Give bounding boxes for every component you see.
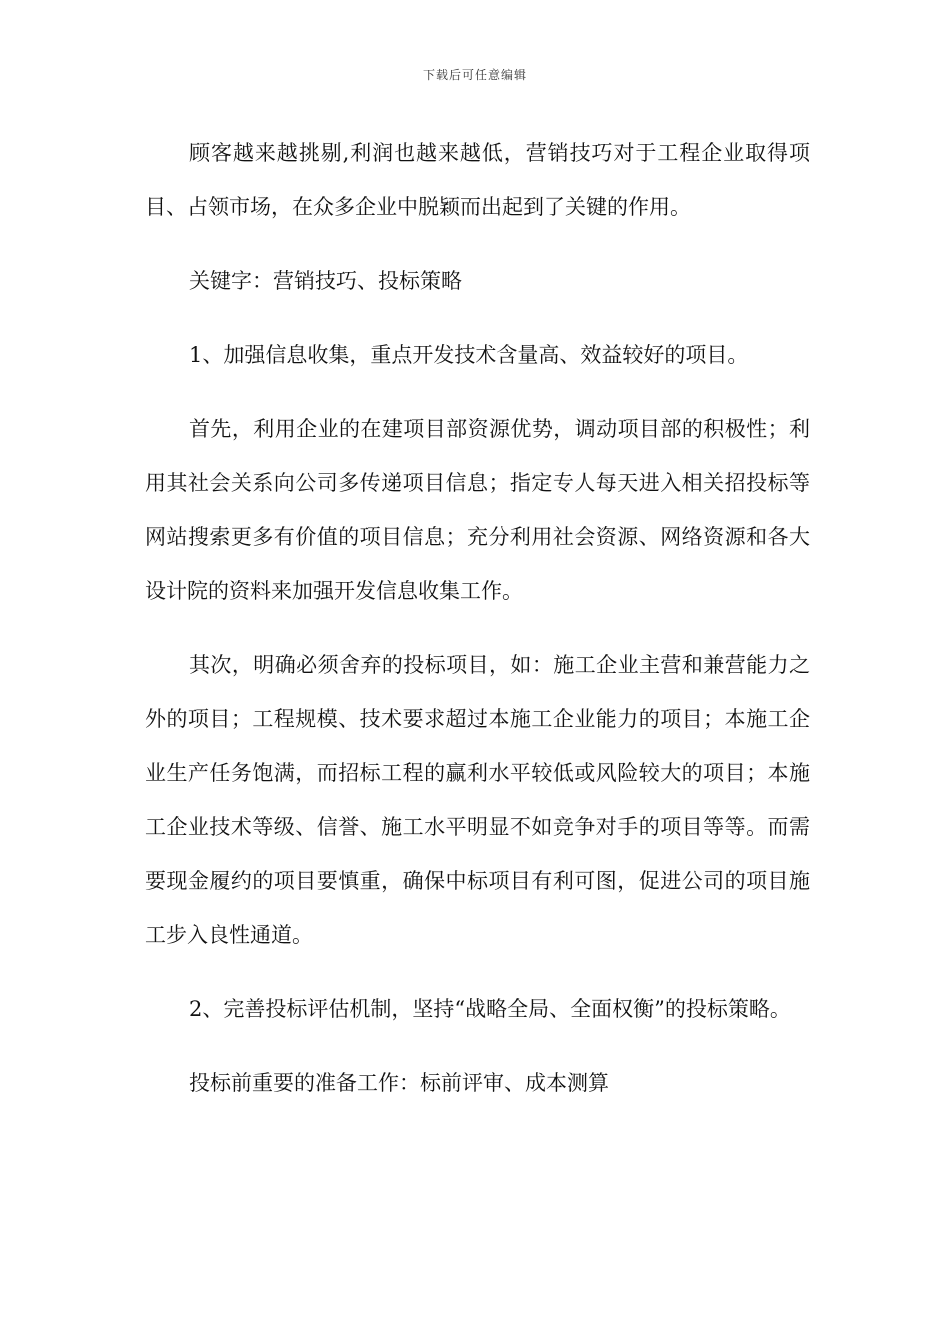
document-body [145, 126, 810, 1130]
heading-section-1: 1、加强信息收集，重点开发技术含量高、效益较好的项目。 [189, 343, 749, 367]
paragraph-intro: 顾客越来越挑剔,利润也越来越低，营销技巧对于工程企业取得项目、占领市场，在众多企业中脱颖而出起到了关键的作用。 [145, 141, 810, 219]
paragraph-preparation: 投标前重要的准备工作：标前评审、成本测算 [189, 1071, 609, 1095]
paragraph-first: 首先，利用企业的在建项目部资源优势，调动项目部的积极性；利用其社会关系向公司多传递项目信息；指定专人每天进入相关招投标等网站搜索更多有价值的项目信息；充分利用社会资源、网络资源和各大设计院的资料来加强开发信息收集工作。 [145, 417, 810, 603]
paragraph-keywords: 关键字：营销技巧、投标策略 [189, 269, 462, 293]
paragraph-second: 其次，明确必须舍弃的投标项目，如：施工企业主营和兼营能力之外的项目；工程规模、技术要求超过本施工企业能力的项目；本施工企业生产任务饱满，而招标工程的赢利水平较低或风险较大的项目；本施工企业技术等级、信誉、施工水平明显不如竞争对手的项目等等。而需要现金履约的项目要慎重，确保中标项目有利可图，促进公司的项目施工步入良性通道。 [145, 653, 810, 947]
heading-section-2: 2、完善投标评估机制，坚持“战略全局、全面权衡”的投标策略。 [189, 997, 791, 1021]
page-header-note: 下载后可任意编辑 [422, 68, 527, 82]
